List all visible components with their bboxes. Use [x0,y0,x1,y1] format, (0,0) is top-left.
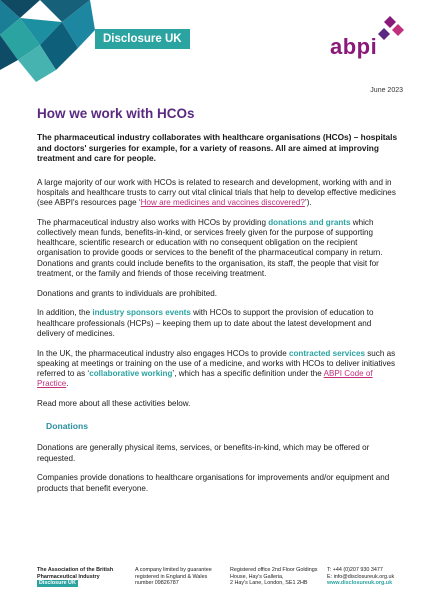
paragraph-text: such as speaking at meetings or training on the use of a medicine, and works with HCOs to deliver initiatives referred to as ‘ [37,348,396,378]
document-body [37,106,399,503]
paragraph-read-more: Read more about all these activities below. [37,398,191,408]
footer-text: The Association of the British [37,567,114,573]
paragraph-text: which collectively mean funds, benefits-in-kind, or services freely given for the purpose of supporting healthcare, scientific research or education with no consequent obligation on the recipient organisation to provide goods or services to the benefit of the pharmaceutical company in return. Donations and grants could include benefits to the organisation, its staff, the people that visit for treatment, or the family and friends of those receiving treatment. [37,217,383,278]
footer-phone: T: +44 (0)207 930 3477 [327,567,383,573]
highlight-sponsor-events: industry sponsors events [92,308,191,318]
footer-text: 2 Hay's Lane, London, SE1 2HB [230,580,308,586]
paragraph-contracted-services [37,349,399,390]
paragraph-research [37,178,399,209]
footer-text: number 09826787 [135,580,179,586]
highlight-contracted-services: contracted services [288,348,365,358]
paragraph-prohibited: Donations and grants to individuals are prohibited. [37,288,217,298]
paragraph-text: . [66,379,69,389]
medicines-discovered-link[interactable]: How are medicines and vaccines discovered? [140,197,305,207]
highlight-collaborative-working: collaborative working [89,368,173,378]
paragraph-donations-grants [37,218,399,279]
footer-contact [327,567,394,587]
paragraph-text: with HCOs to support the provision of education to healthcare professionals (HCPs) – keeping them up to date about the latest development and delivery of medicines. [37,308,374,338]
footer-text: A company limited by guarantee [135,567,212,573]
paragraph-text: The pharmaceutical industry also works with HCOs by providing [37,217,269,227]
footer-email[interactable]: E: info@disclosureuk.org.uk [327,573,395,580]
paragraph-donations-def: Donations are generally physical items, services, or benefits-in-kind, which may be offered or requested. [37,443,370,463]
paragraph-text: In addition, the [37,308,93,318]
footer-company-info [135,567,212,587]
footer-text: registered in England & Wales [135,573,208,580]
footer-text: House, Hay's Galleria, [230,573,284,580]
footer-text: Pharmaceutical Industry [37,573,100,580]
page-title: How we work with HCOs [37,106,195,121]
paragraph-events [37,308,399,339]
disclosure-uk-badge: Disclosure UK [95,29,190,49]
paragraph-text: ’). [304,197,312,207]
section-heading-donations: Donations [46,421,89,432]
abpi-code-link[interactable]: ABPI Code of Practice [37,368,373,389]
document-date: June 2023 [370,87,403,94]
paragraph-text: In the UK, the pharmaceutical industry also engages HCOs to provide [37,348,289,358]
footer-organisation [37,567,113,587]
footer-registered-office [230,567,317,587]
paragraph-donations-provide: Companies provide donations to healthcare organisations for improvements and/or equipment and products that benefit everyone. [37,473,390,493]
footer-text: Registered office 2nd Floor Goldings [230,567,318,573]
lead-paragraph: The pharmaceutical industry collaborates with healthcare organisations (HCOs) – hospitals and doctors' surgeries for example, for a variety of reasons. All are aimed at improving treatment and care for people. [37,132,398,163]
paragraph-text: A large majority of our work with HCOs is related to research and development, working with and in hospitals and healthcare trusts to carry out vital clinical trials that help to develop effective medicines (see ABPI's resources page ‘ [37,177,396,207]
abpi-logo-text: abpi [330,34,378,59]
footer-disclosure-badge: Disclosure UK [39,580,76,586]
footer-website-link[interactable]: www.disclosureuk.org.uk [327,580,393,586]
highlight-donations-grants: donations and grants [268,217,351,227]
paragraph-text: ’, which has a specific definition under the [172,368,324,378]
